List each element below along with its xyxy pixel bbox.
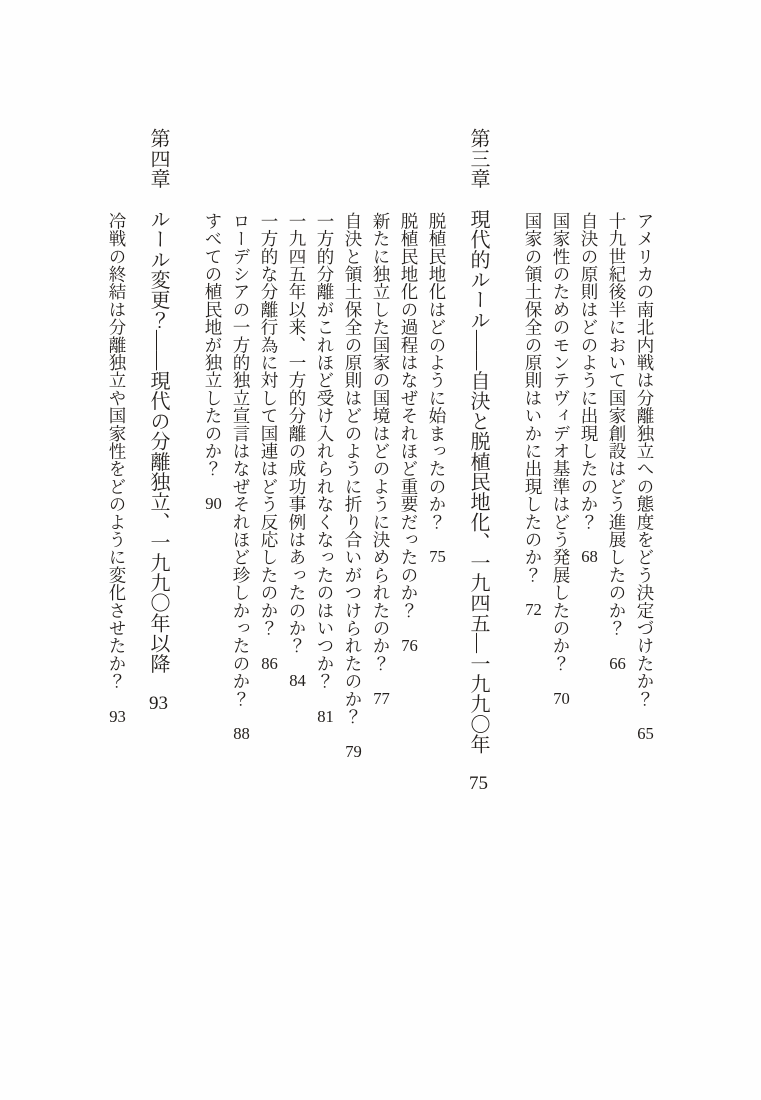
chapter-label: 第三章 bbox=[467, 128, 489, 189]
ideographic-space bbox=[147, 673, 169, 693]
toc-entry-line bbox=[603, 128, 631, 1080]
entry-text: 一方的な分離行為に対して国連はどう反応したのか？ bbox=[259, 212, 279, 637]
entry-text: 脱植民地化はどのように始まったのか？ bbox=[427, 212, 447, 531]
toc-entry-line bbox=[227, 128, 255, 1080]
ideographic-space bbox=[147, 189, 169, 209]
toc-entry-line bbox=[339, 128, 367, 1080]
entry-text: 脱植民地化の過程はなぜそれほど重要だったのか？ bbox=[399, 212, 419, 620]
toc-entry-line bbox=[547, 128, 575, 1080]
toc-chapter-line bbox=[144, 128, 172, 1080]
entry-text: アメリカの南北内戦は分離独立への態度をどう決定づけたか？ bbox=[635, 212, 655, 708]
ideographic-space bbox=[579, 531, 599, 549]
entry-text: 冷戦の終結は分離独立や国家性をどのように変化させたか？ bbox=[107, 212, 127, 690]
entry-page-number: 86 bbox=[261, 654, 278, 672]
entry-page-number: 93 bbox=[109, 707, 126, 725]
ideographic-space bbox=[259, 637, 279, 655]
ideographic-space bbox=[231, 708, 251, 726]
entry-page-number: 79 bbox=[345, 743, 362, 760]
toc-entry-line bbox=[395, 128, 423, 1080]
entry-page-number: 75 bbox=[429, 548, 446, 565]
ideographic-space bbox=[315, 690, 335, 708]
ideographic-space bbox=[467, 189, 489, 209]
entry-text: 十九世紀後半において国家創設はどう進展したのか？ bbox=[607, 212, 627, 637]
toc-entry-line bbox=[255, 128, 283, 1080]
entry-text: ローデシアの一方的独立宣言はなぜそれほど珍しかったのか？ bbox=[231, 212, 251, 708]
toc-entry-line bbox=[575, 128, 603, 1080]
ideographic-space bbox=[467, 754, 489, 774]
toc-entry-line bbox=[519, 128, 547, 1080]
entry-text: 一九四五年以来、一方的分離の成功事例はあったのか？ bbox=[287, 212, 307, 655]
ideographic-space bbox=[427, 531, 447, 549]
entry-text: 自決と領土保全の原則はどのように折り合いがつけられたのか？ bbox=[343, 212, 363, 726]
toc-entry-line bbox=[103, 128, 131, 1080]
toc-entry-line bbox=[199, 128, 227, 1080]
ideographic-space bbox=[371, 672, 391, 690]
toc-entry-line bbox=[423, 128, 451, 1080]
ideographic-space bbox=[635, 708, 655, 726]
entry-text: 新たに独立した国家の国境はどのように決められたのか？ bbox=[371, 212, 391, 673]
toc-chapter-line bbox=[464, 128, 492, 1080]
entry-page-number: 90 bbox=[205, 495, 222, 512]
entry-page-number: 77 bbox=[373, 689, 390, 707]
ideographic-space bbox=[399, 619, 419, 637]
entry-page-number: 81 bbox=[317, 707, 334, 725]
entry-page-number: 65 bbox=[637, 725, 654, 742]
entry-page-number: 66 bbox=[609, 654, 626, 672]
entry-page-number: 88 bbox=[233, 725, 250, 742]
chapter-title: ルール変更？——現代の分離独立、一九九〇年以降 bbox=[147, 208, 169, 674]
ideographic-space bbox=[551, 672, 571, 690]
chapter-title: 現代的ルール——自決と脱植民地化、一九四五―一九九〇年 bbox=[467, 208, 489, 755]
entry-page-number: 70 bbox=[553, 689, 570, 707]
ideographic-space bbox=[287, 655, 307, 673]
entry-page-number: 72 bbox=[525, 601, 542, 619]
entry-page-number: 68 bbox=[581, 548, 598, 565]
entry-text: 自決の原則はどのように出現したのか？ bbox=[579, 212, 599, 531]
entry-text: すべての植民地が独立したのか？ bbox=[203, 212, 223, 478]
ideographic-space bbox=[607, 637, 627, 655]
entry-page-number: 84 bbox=[289, 672, 306, 689]
entry-text: 国家性のためのモンテヴィデオ基準はどう発展したのか？ bbox=[551, 212, 571, 673]
ideographic-space bbox=[523, 584, 543, 602]
chapter-label: 第四章 bbox=[147, 128, 169, 189]
ideographic-space bbox=[343, 725, 363, 743]
toc-entry-line bbox=[311, 128, 339, 1080]
toc-entry-line bbox=[631, 128, 659, 1080]
ideographic-space bbox=[203, 478, 223, 496]
ideographic-space bbox=[107, 690, 127, 708]
toc-entry-line bbox=[283, 128, 311, 1080]
chapter-page-number: 93 bbox=[149, 693, 168, 713]
entry-text: 国家の領土保全の原則はいかに出現したのか？ bbox=[523, 212, 543, 584]
entry-text: 一方的分離がこれほど受け入れられなくなったのはいつか？ bbox=[315, 212, 335, 690]
entry-page-number: 76 bbox=[401, 636, 418, 654]
chapter-page-number: 75 bbox=[469, 774, 488, 794]
toc-entry-line bbox=[367, 128, 395, 1080]
